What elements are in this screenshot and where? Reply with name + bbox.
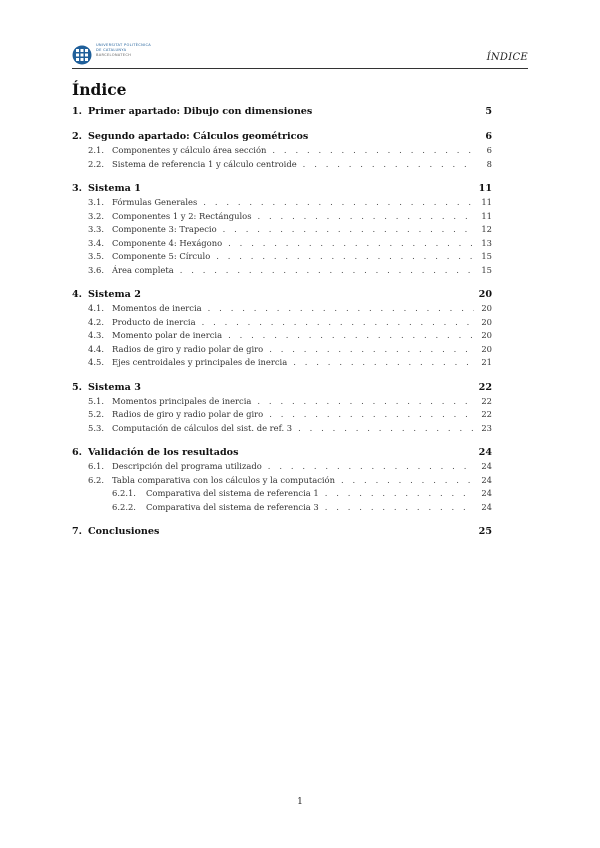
toc-entry-title: Comparativa del sistema de referencia 3 (146, 501, 319, 512)
toc-entry[interactable] (72, 159, 492, 173)
toc-section[interactable] (72, 106, 492, 120)
toc-entry-title: Componente 5: Círculo (112, 251, 211, 261)
upc-emblem-icon (72, 45, 92, 65)
toc-entry-title: Momento polar de inercia (112, 330, 223, 340)
dot-leader (269, 344, 474, 354)
toc-section-title: Segundo apartado: Cálculos geométricos (88, 131, 309, 142)
toc-entry[interactable] (72, 238, 492, 252)
toc-section[interactable] (72, 526, 492, 540)
toc-entry-number: 4.3. (88, 330, 104, 340)
dot-leader (325, 488, 474, 498)
dot-leader (180, 265, 474, 275)
toc-entry[interactable] (72, 357, 492, 371)
toc-entry-number: 6.2.2. (112, 501, 136, 512)
dot-leader (303, 159, 474, 169)
toc-entry[interactable] (72, 475, 492, 489)
toc-entry-page: 22 (481, 395, 492, 406)
toc-entry-title: Componente 4: Hexágono (112, 237, 223, 248)
dot-leader (269, 409, 474, 419)
toc-section-title: Sistema 1 (88, 183, 141, 194)
toc-entry-title: Radios de giro y radio polar de giro (112, 343, 264, 354)
dot-leader (325, 502, 474, 512)
toc-entry[interactable] (72, 344, 492, 358)
dot-leader (208, 303, 474, 313)
toc-section-title: Primer apartado: Dibujo con dimensiones (88, 106, 313, 117)
toc-section-title: Conclusiones (88, 526, 160, 537)
toc-section[interactable] (72, 382, 492, 396)
dot-leader (298, 423, 474, 433)
toc-entry[interactable] (72, 461, 492, 475)
page-number: 1 (297, 797, 303, 807)
toc-entry-number: 5.2. (88, 409, 104, 419)
toc-section[interactable] (72, 183, 492, 197)
dot-leader (258, 211, 475, 221)
section-gap (72, 172, 492, 183)
toc-entry-page: 24 (481, 501, 492, 512)
toc-entry-title: Componentes y cálculo área sección (112, 145, 267, 155)
toc-section-title: Validación de los resultados (88, 447, 239, 458)
toc-entry-number: 3.4. (88, 237, 104, 248)
toc-entry[interactable] (72, 317, 492, 331)
toc-entry-page: 20 (481, 303, 492, 313)
toc-section-page: 22 (478, 381, 492, 393)
toc-entry-page: 24 (481, 461, 492, 471)
dot-leader (216, 251, 474, 261)
toc-entry-page: 8 (486, 158, 492, 169)
running-head: ÍNDICE (486, 52, 528, 63)
toc-entry-title: Descripción del programa utilizado (112, 461, 262, 471)
toc-entry-page: 6 (486, 145, 492, 155)
toc-section[interactable] (72, 447, 492, 461)
toc-entry-number: 3.5. (88, 251, 104, 261)
toc-entry-page: 22 (481, 409, 492, 419)
toc-entry-number: 3.6. (88, 264, 104, 275)
logo-line-2: DE CATALUNYA (96, 48, 127, 52)
dot-leader (202, 317, 474, 327)
toc-entry-number: 4.5. (88, 357, 104, 367)
toc-section-page: 25 (478, 526, 492, 537)
toc-entry-page: 20 (481, 330, 492, 340)
toc-entry-number: 3.1. (88, 197, 104, 207)
toc-section-number: 1. (72, 106, 83, 117)
table-of-contents (72, 106, 492, 540)
toc-entry[interactable] (72, 265, 492, 279)
dot-leader (228, 330, 474, 340)
toc-entry-number: 6.2.1. (112, 488, 136, 498)
toc-section-page: 11 (478, 183, 492, 194)
toc-entry-number: 5.3. (88, 422, 104, 433)
toc-entry-number: 5.1. (88, 395, 104, 406)
toc-entry-page: 12 (481, 224, 492, 234)
section-gap (72, 120, 492, 131)
toc-entry-title: Momentos principales de inercia (112, 395, 252, 406)
toc-entry-number: 3.3. (88, 224, 104, 234)
toc-entry[interactable] (72, 502, 492, 516)
toc-entry[interactable] (72, 303, 492, 317)
toc-entry[interactable] (72, 396, 492, 410)
toc-entry-title: Sistema de referencia 1 y cálculo centroide (112, 158, 297, 169)
toc-entry-number: 3.2. (88, 210, 104, 221)
toc-entry-title: Producto de inercia (112, 316, 196, 327)
toc-entry-page: 20 (481, 316, 492, 327)
toc-entry[interactable] (72, 224, 492, 238)
toc-entry-number: 6.1. (88, 461, 104, 471)
toc-entry-title: Momentos de inercia (112, 303, 202, 313)
logo-line-1: UNIVERSITAT POLITÈCNICA (96, 43, 152, 47)
toc-entry[interactable] (72, 211, 492, 225)
toc-entry-page: 11 (481, 210, 492, 221)
toc-entry-page: 24 (481, 488, 492, 498)
toc-entry-page: 15 (481, 264, 492, 275)
toc-entry-number: 4.2. (88, 316, 104, 327)
toc-section[interactable] (72, 131, 492, 145)
toc-entry-title: Componentes 1 y 2: Rectángulos (112, 210, 252, 221)
toc-entry-number: 6.2. (88, 474, 104, 485)
page-title: Índice (72, 80, 127, 99)
toc-entry-page: 20 (481, 343, 492, 354)
toc-entry[interactable] (72, 409, 492, 423)
toc-section-page: 6 (485, 131, 492, 142)
toc-entry-page: 21 (481, 357, 492, 367)
toc-entry[interactable] (72, 488, 492, 502)
dot-leader (257, 396, 474, 406)
toc-section-page: 5 (485, 106, 492, 117)
toc-section-number: 3. (72, 183, 83, 194)
toc-entry[interactable] (72, 423, 492, 437)
page-header (72, 40, 528, 69)
toc-section-number: 2. (72, 131, 83, 142)
section-gap (72, 371, 492, 382)
toc-entry-title: Área completa (112, 264, 174, 275)
toc-entry-page: 24 (481, 474, 492, 485)
toc-entry-title: Tabla comparativa con los cálculos y la computación (112, 474, 335, 485)
toc-entry-page: 23 (481, 422, 492, 433)
toc-entry-number: 2.1. (88, 145, 104, 155)
section-gap (72, 515, 492, 526)
toc-entry-number: 4.4. (88, 343, 104, 354)
toc-section-number: 7. (72, 526, 83, 537)
toc-entry-title: Radios de giro y radio polar de giro (112, 409, 264, 419)
dot-leader (228, 238, 474, 248)
toc-entry-number: 2.2. (88, 158, 104, 169)
toc-section-page: 24 (478, 447, 492, 458)
toc-entry-title: Ejes centroidales y principales de inercia (112, 357, 288, 367)
dot-leader (223, 224, 474, 234)
toc-entry[interactable] (72, 145, 492, 159)
dot-leader (268, 461, 474, 471)
toc-entry-page: 15 (481, 251, 492, 261)
toc-entry-title: Computación de cálculos del sist. de ref. 3 (112, 422, 293, 433)
toc-entry-title: Comparativa del sistema de referencia 1 (146, 488, 319, 498)
toc-section-title: Sistema 3 (88, 381, 141, 393)
toc-section-number: 5. (72, 381, 83, 393)
toc-entry-title: Componente 3: Trapecio (112, 224, 217, 234)
university-logo (72, 43, 151, 67)
toc-section-title: Sistema 2 (88, 289, 141, 300)
toc-section[interactable] (72, 289, 492, 303)
dot-leader (293, 357, 474, 367)
section-gap (72, 278, 492, 289)
toc-entry-page: 13 (481, 237, 492, 248)
section-gap (72, 436, 492, 447)
toc-entry-number: 4.1. (88, 303, 104, 313)
toc-entry[interactable] (72, 251, 492, 265)
logo-line-3: BARCELONATECH (96, 53, 132, 57)
dot-leader (272, 145, 474, 155)
toc-entry[interactable] (72, 197, 492, 211)
logo-wordmark (96, 43, 151, 67)
dot-leader (341, 475, 474, 485)
toc-section-number: 4. (72, 289, 83, 300)
dot-leader (203, 197, 474, 207)
toc-entry[interactable] (72, 330, 492, 344)
toc-section-page: 20 (478, 289, 492, 300)
toc-entry-page: 11 (481, 197, 492, 207)
toc-entry-title: Fórmulas Generales (112, 197, 198, 207)
toc-section-number: 6. (72, 447, 83, 458)
